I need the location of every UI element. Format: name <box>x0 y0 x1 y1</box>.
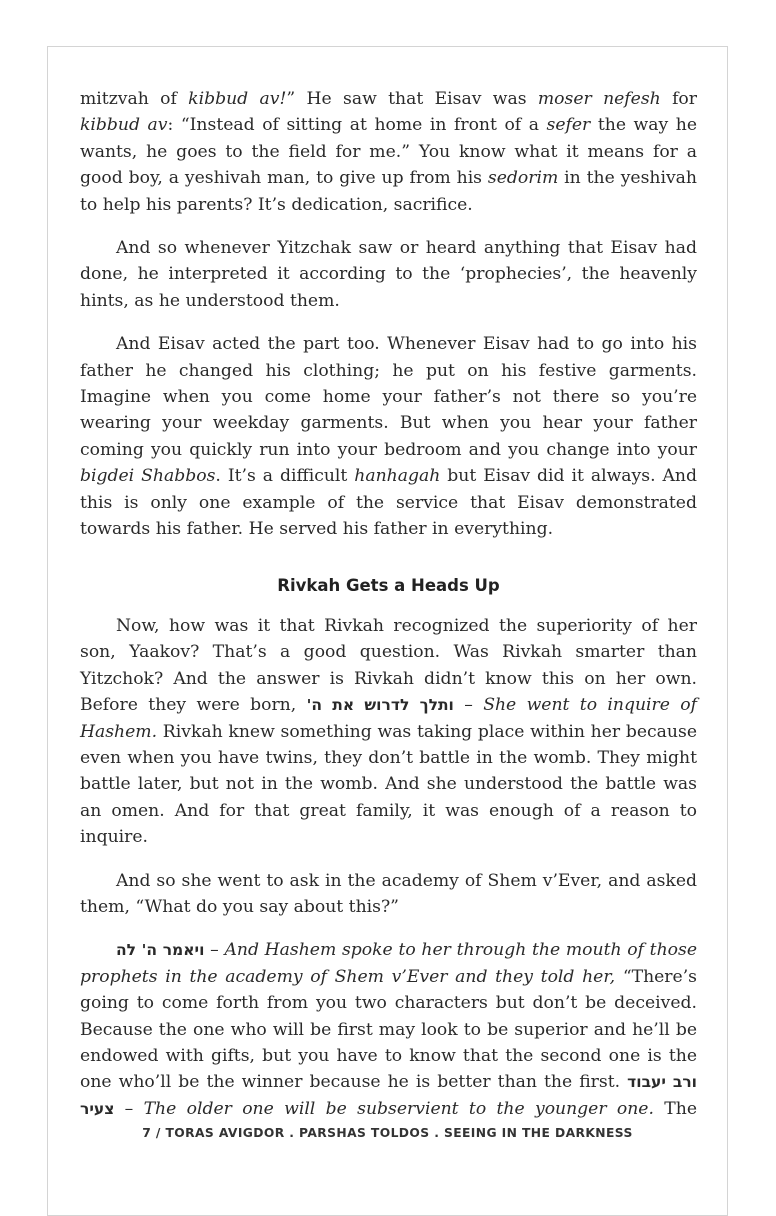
paragraph-3: And Eisav acted the part too. Whenever Eisav had to go into his father he changed his clothing; he put on his festive garments. Imagine when you come home your father’s not there so you’re wearing your weekday garments. But when you hear your father coming you quickly run into your bedroom and you change into your bigdei Shabbos. It’s a difficult hanhagah but Eisav did it always. And this is only one example of the service that Eisav demonstrated towards his father. He served his father in everything. <box>80 334 697 540</box>
paragraph-6: ויאמר ה' לה – And Hashem spoke to her through the mouth of those prophets in the academy of Shem v’Ever and they told her, “There’s going to come forth from you two characters but don’t be deceived. Because the one who will be first may look to be superior and he’ll be endowed with gifts, but you have to know that the second one is the one who’ll be the winner because he is better than the first. ורב יעבוד צעיר – The older one will be subservient to the younger one. The <box>80 940 697 1119</box>
paragraph-4: Now, how was it that Rivkah recognized the superiority of her son, Yaakov? That’s a good question. Was Rivkah smarter than Yitzchok? And the answer is Rivkah didn’t know this on her own. Before they were born, ותלך לדרוש את ה' – She went to inquire of Hashem. Rivkah knew something was taking place within her because even when you have twins, they don’t battle in the womb. They might battle later, but not in the womb. And she understood the battle was an omen. And for that great family, it was enough of a reason to inquire. <box>80 615 698 848</box>
hebrew-quote: ורב יעבוד צעיר <box>80 1073 697 1118</box>
section-heading: Rivkah Gets a Heads Up <box>277 575 500 595</box>
page-content <box>80 86 697 1122</box>
paragraph-1: mitzvah of kibbud av!” He saw that Eisav was moser nefesh for kibbud av: “Instead of sitting at home in front of a sefer the way he wants, he goes to the field for me.” You know what it means for a good boy, a yeshivah man, to give up from his sedorim in the yeshivah to help his parents? It’s dedication, sacrifice. <box>80 89 698 215</box>
paragraph-5: And so she went to ask in the academy of Shem v’Ever, and asked them, “What do you say about this?” <box>80 870 697 917</box>
page-footer: 7 / TORAS AVIGDOR . PARSHAS TOLDOS . SEEING IN THE DARKNESS <box>142 1126 633 1140</box>
paragraph-2: And so whenever Yitzchak saw or heard anything that Eisav had done, he interpreted it according to the ‘prophecies’, the heavenly hints, as he understood them. <box>80 238 697 311</box>
hebrew-quote: ותלך לדרוש את ה' <box>306 696 454 715</box>
hebrew-quote: ויאמר ה' לה <box>116 941 205 960</box>
